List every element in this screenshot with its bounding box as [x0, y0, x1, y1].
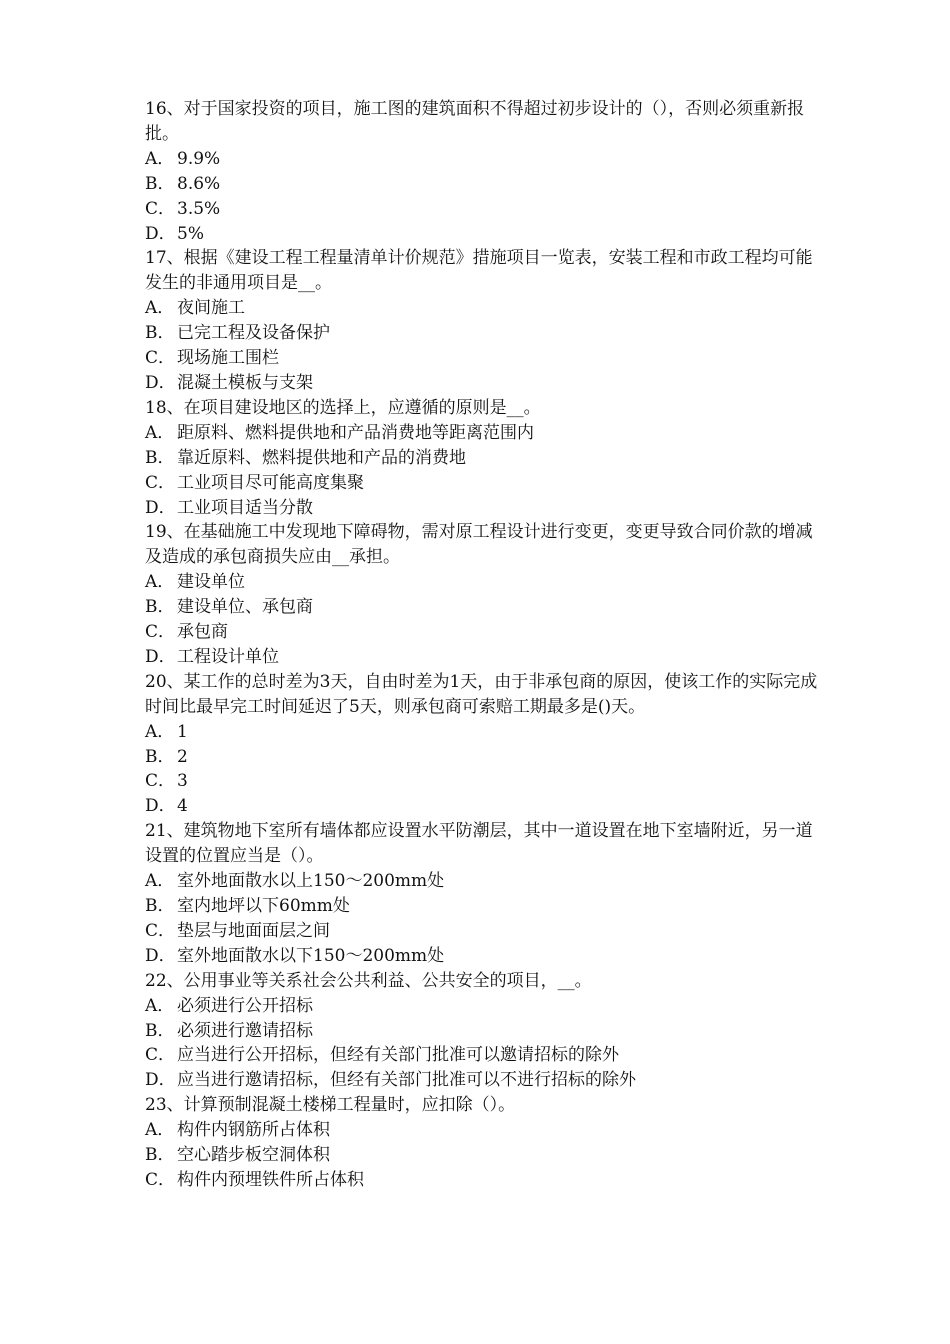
answer-option [145, 944, 825, 969]
option-letter: C． [145, 622, 176, 643]
option-text: 距原料、燃料提供地和产品消费地等距离范围内 [177, 422, 534, 443]
option-letter: A． [145, 572, 175, 593]
option-text: 室外地面散水以下150～200mm处 [177, 945, 445, 966]
answer-option [145, 745, 825, 770]
option-letter: C． [145, 472, 176, 493]
option-letter: B． [145, 173, 175, 194]
answer-option [145, 1043, 825, 1068]
option-text: 室外地面散水以上150～200mm处 [177, 871, 445, 892]
option-text: 现场施工围栏 [177, 348, 279, 369]
option-text: 必须进行公开招标 [177, 995, 313, 1016]
answer-option [145, 371, 825, 396]
option-letter: C． [145, 771, 176, 792]
question-block [145, 969, 825, 1094]
question-list [145, 97, 825, 1193]
answer-option [145, 321, 825, 346]
option-text: 混凝土模板与支架 [177, 372, 313, 393]
option-letter: D． [145, 223, 176, 244]
option-text: 9.9% [177, 148, 221, 169]
option-letter: B． [145, 1145, 175, 1166]
answer-option [145, 496, 825, 521]
question-stem: 20、某工作的总时差为3天，自由时差为1天，由于非承包商的原因，使该工作的实际完成时间比最早完工时间延迟了5天，则承包商可索赔工期最多是()天。 [145, 671, 818, 717]
question-stem: 21、建筑物地下室所有墙体都应设置水平防潮层，其中一道设置在地下室墙附近，另一道设置的位置应当是（）。 [145, 821, 813, 867]
answer-option [145, 769, 825, 794]
question-stem: 16、对于国家投资的项目，施工图的建筑面积不得超过初步设计的（），否则必须重新报批。 [145, 99, 805, 144]
option-text: 夜间施工 [177, 298, 245, 319]
option-list [145, 869, 825, 969]
option-letter: D． [145, 1070, 176, 1091]
answer-option [145, 296, 825, 321]
option-text: 工程设计单位 [177, 646, 279, 667]
question-block [145, 819, 825, 968]
question-block [145, 670, 825, 819]
option-letter: B． [145, 447, 175, 468]
option-list [145, 421, 825, 521]
option-letter: C． [145, 198, 176, 219]
answer-option [145, 147, 825, 172]
question-block [145, 246, 825, 395]
option-list [145, 994, 825, 1094]
answer-option [145, 595, 825, 620]
option-list [145, 147, 825, 247]
option-text: 构件内预埋铁件所占体积 [177, 1169, 364, 1190]
option-letter: D． [145, 372, 176, 393]
option-letter: A． [145, 995, 175, 1016]
option-text: 室内地坪以下60mm处 [177, 896, 350, 916]
question-block [145, 97, 825, 246]
option-letter: B． [145, 896, 175, 916]
answer-option [145, 894, 825, 919]
option-letter: C． [145, 920, 176, 941]
option-letter: B． [145, 1020, 175, 1041]
option-list [145, 1118, 825, 1193]
answer-option [145, 645, 825, 670]
question-block [145, 1093, 825, 1193]
option-letter: B． [145, 323, 175, 344]
question-block [145, 396, 825, 521]
answer-option [145, 570, 825, 595]
answer-option [145, 994, 825, 1019]
question-stem: 23、计算预制混凝土楼梯工程量时，应扣除（）。 [145, 1095, 516, 1116]
answer-option [145, 919, 825, 944]
option-text: 工业项目尽可能高度集聚 [177, 472, 364, 493]
option-text: 承包商 [177, 622, 228, 643]
option-letter: D． [145, 497, 176, 518]
question-stem: 19、在基础施工中发现地下障碍物，需对原工程设计进行变更，变更导致合同价款的增减及造成的承包商损失应由__承担。 [145, 522, 813, 568]
option-list [145, 570, 825, 670]
option-text: 应当进行邀请招标，但经有关部门批准可以不进行招标的除外 [177, 1070, 636, 1091]
option-text: 空心踏步板空洞体积 [177, 1145, 330, 1166]
answer-option [145, 471, 825, 496]
option-letter: A． [145, 1120, 175, 1141]
option-text: 已完工程及设备保护 [177, 323, 330, 344]
option-text: 必须进行邀请招标 [177, 1020, 313, 1041]
answer-option [145, 446, 825, 471]
question-block [145, 520, 825, 669]
option-text: 建设单位、承包商 [177, 597, 313, 618]
option-letter: A． [145, 422, 175, 443]
option-letter: C． [145, 1045, 176, 1066]
option-letter: D． [145, 796, 176, 817]
option-letter: A． [145, 721, 175, 742]
answer-option [145, 222, 825, 247]
option-text: 3.5% [177, 198, 221, 219]
question-stem: 17、根据《建设工程工程量清单计价规范》措施项目一览表，安装工程和市政工程均可能发生的非通用项目是__。 [145, 248, 813, 294]
option-letter: D． [145, 646, 176, 667]
option-text: 垫层与地面面层之间 [177, 920, 330, 941]
answer-option [145, 1118, 825, 1143]
option-letter: A． [145, 871, 175, 892]
option-letter: D． [145, 945, 176, 966]
answer-option [145, 346, 825, 371]
answer-option [145, 172, 825, 197]
question-stem: 18、在项目建设地区的选择上，应遵循的原则是__。 [145, 397, 541, 418]
answer-option [145, 869, 825, 894]
option-text: 3 [177, 771, 188, 792]
answer-option [145, 1068, 825, 1093]
option-letter: B． [145, 746, 175, 767]
option-letter: B． [145, 597, 175, 618]
answer-option [145, 421, 825, 446]
answer-option [145, 720, 825, 745]
option-letter: C． [145, 1169, 176, 1190]
option-letter: A． [145, 148, 175, 169]
question-stem: 22、公用事业等关系社会公共利益、公共安全的项目，__。 [145, 970, 592, 991]
option-text: 靠近原料、燃料提供地和产品的消费地 [177, 447, 466, 468]
option-list [145, 720, 825, 820]
answer-option [145, 1143, 825, 1168]
option-text: 4 [177, 796, 188, 817]
option-text: 构件内钢筋所占体积 [177, 1120, 330, 1141]
option-text: 8.6% [177, 173, 221, 194]
answer-option [145, 794, 825, 819]
option-text: 1 [177, 721, 188, 742]
option-text: 建设单位 [177, 572, 245, 593]
answer-option [145, 197, 825, 222]
option-text: 应当进行公开招标，但经有关部门批准可以邀请招标的除外 [177, 1045, 619, 1066]
option-text: 2 [177, 746, 188, 767]
answer-option [145, 620, 825, 645]
answer-option [145, 1168, 825, 1193]
option-letter: A． [145, 298, 175, 319]
option-text: 工业项目适当分散 [177, 497, 313, 518]
option-text: 5% [177, 223, 204, 244]
option-letter: C． [145, 348, 176, 369]
answer-option [145, 1019, 825, 1044]
option-list [145, 296, 825, 396]
